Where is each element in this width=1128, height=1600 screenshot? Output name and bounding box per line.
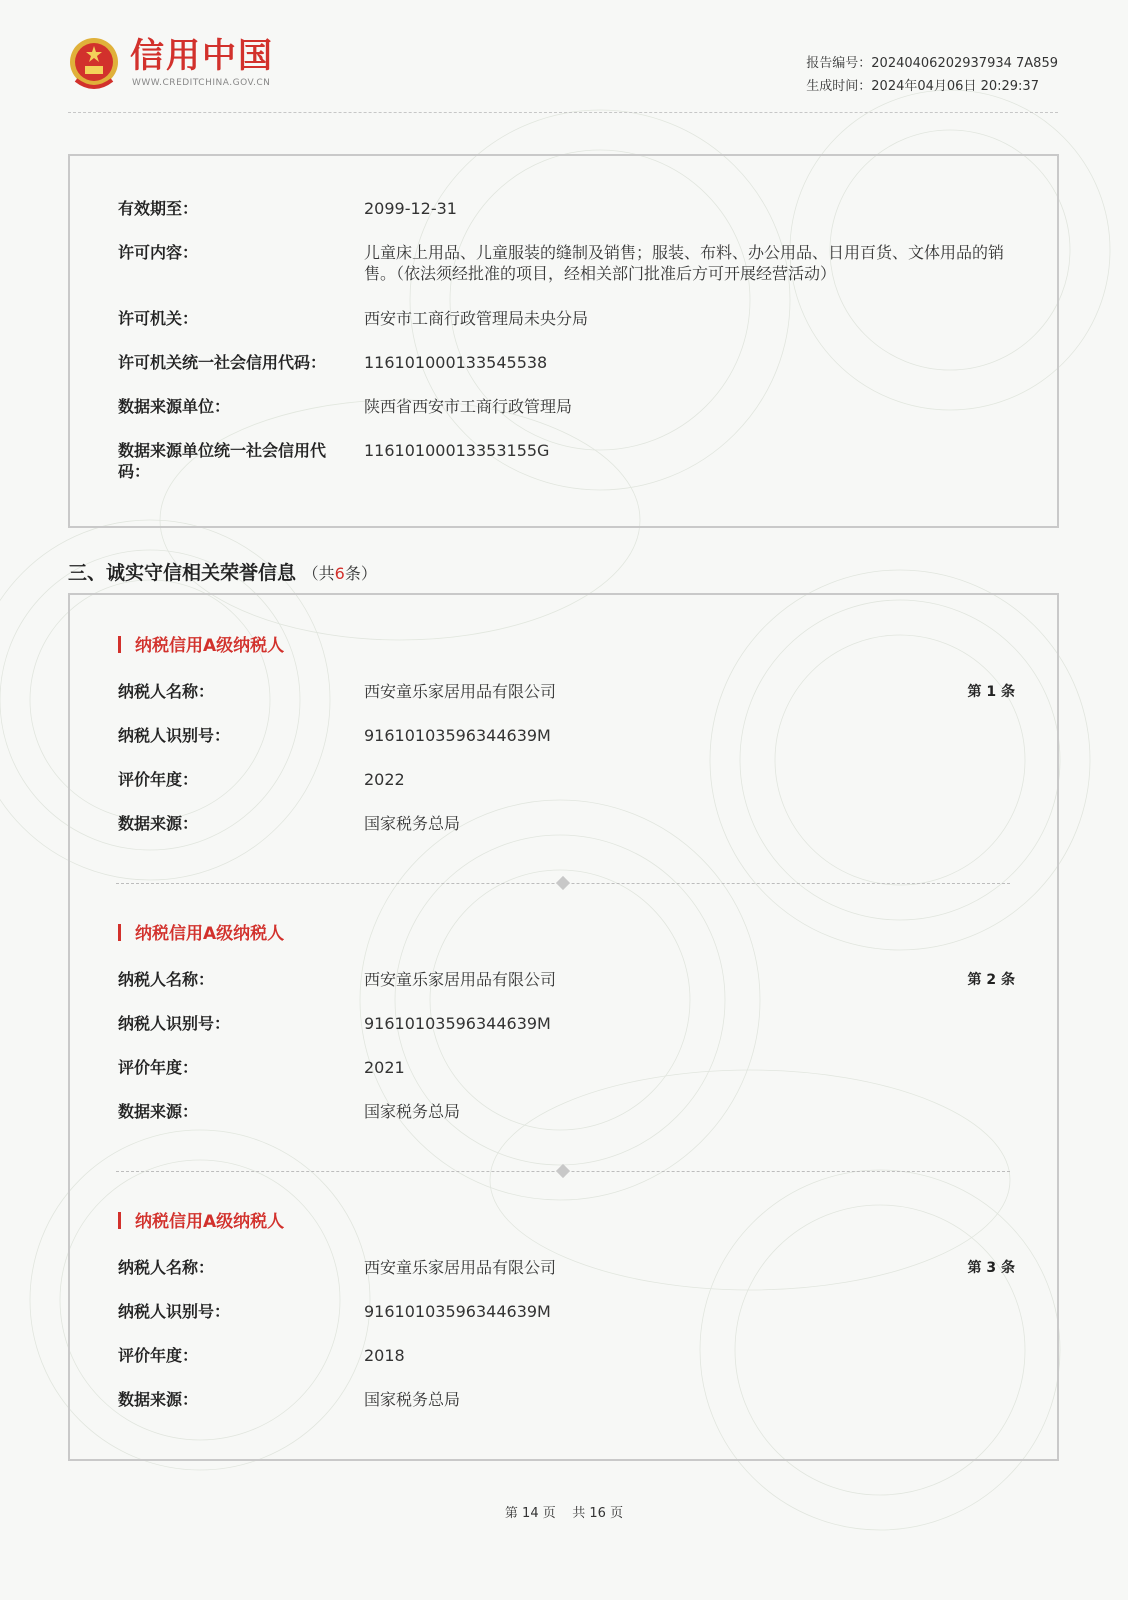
entry-index: 第 3 条 — [967, 1260, 1015, 1276]
field-value: 2099-12-31 — [364, 199, 457, 218]
field-value: 国家税务总局 — [364, 1390, 461, 1409]
section-count — [303, 564, 377, 583]
entry-index: 第 1 条 — [967, 684, 1015, 700]
field-label: 评价年度： — [118, 770, 199, 789]
count-suffix: 条） — [344, 564, 377, 583]
field-label: 数据来源单位统一社会信用代码： — [118, 441, 327, 481]
honors-info-box — [68, 593, 1059, 1461]
field-label: 许可机关统一社会信用代码： — [118, 353, 327, 372]
field-value: 国家税务总局 — [364, 1102, 461, 1121]
page-number-footer: 第 14 页 共 16 页 — [504, 1506, 624, 1521]
field-value: 2018 — [364, 1346, 405, 1365]
field-value: 儿童床上用品、儿童服装的缝制及销售；服装、布料、办公用品、日用百货、文体用品的销售。（依法须经批准的项目，经相关部门批准后方可开展经营活动） — [364, 243, 1005, 283]
field-value: 陕西省西安市工商行政管理局 — [364, 397, 573, 416]
count-prefix: （共 — [302, 564, 335, 583]
honor-entry — [70, 1207, 1057, 1487]
entry-title-text: 纳税信用A级纳税人 — [135, 924, 285, 944]
generated-time: 2024年04月06日 20:29:37 — [871, 79, 1039, 94]
report-header — [68, 34, 1058, 113]
field-value: 11610100013353155G — [364, 441, 550, 460]
field-value: 西安童乐家居用品有限公司 — [364, 682, 557, 701]
field-value: 国家税务总局 — [364, 814, 461, 833]
field-value: 91610103596344639M — [364, 726, 551, 745]
field-value: 2021 — [364, 1058, 405, 1077]
honor-entry — [70, 631, 1057, 911]
field-label: 纳税人名称： — [118, 970, 215, 989]
field-value: 91610103596344639M — [364, 1014, 551, 1033]
section-title-honors — [68, 558, 377, 585]
field-value: 西安童乐家居用品有限公司 — [364, 970, 557, 989]
field-label: 数据来源单位： — [118, 397, 231, 416]
field-label: 数据来源： — [118, 1102, 199, 1121]
field-label: 有效期至： — [118, 199, 199, 218]
field-label: 纳税人识别号： — [118, 1014, 231, 1033]
report-number: 20240406202937934 7A859 — [871, 56, 1058, 71]
site-logo-text: 信用中国 — [130, 36, 274, 76]
entry-title — [118, 919, 284, 944]
count-number: 6 — [334, 564, 345, 583]
field-value: 116101000133545538 — [364, 353, 548, 372]
field-label: 评价年度： — [118, 1058, 199, 1077]
field-value: 91610103596344639M — [364, 1302, 551, 1321]
entry-title-text: 纳税信用A级纳税人 — [135, 636, 285, 656]
title-accent-bar — [118, 636, 121, 653]
field-label: 数据来源： — [118, 814, 199, 833]
field-label: 数据来源： — [118, 1390, 199, 1409]
national-emblem-icon — [68, 36, 120, 92]
field-label: 许可内容： — [118, 243, 199, 262]
entry-title — [118, 1207, 284, 1232]
section-title-text: 三、诚实守信相关荣誉信息 — [68, 562, 297, 584]
site-url: WWW.CREDITCHINA.GOV.CN — [132, 78, 271, 88]
field-value: 2022 — [364, 770, 405, 789]
field-label: 许可机关： — [118, 309, 199, 328]
entry-index: 第 2 条 — [967, 972, 1015, 988]
field-label: 纳税人名称： — [118, 1258, 215, 1277]
title-accent-bar — [118, 924, 121, 941]
field-value: 西安市工商行政管理局未央分局 — [364, 309, 589, 328]
generated-time-label: 生成时间： — [806, 79, 872, 94]
field-label: 纳税人识别号： — [118, 726, 231, 745]
report-meta — [806, 52, 1058, 98]
entry-title-text: 纳税信用A级纳税人 — [135, 1212, 285, 1232]
entry-title — [118, 631, 284, 656]
permit-info-box — [68, 154, 1059, 528]
report-number-label: 报告编号： — [806, 56, 872, 71]
field-value: 西安童乐家居用品有限公司 — [364, 1258, 557, 1277]
field-label: 纳税人名称： — [118, 682, 215, 701]
title-accent-bar — [118, 1212, 121, 1229]
honor-entry — [70, 919, 1057, 1199]
field-label: 纳税人识别号： — [118, 1302, 231, 1321]
field-label: 评价年度： — [118, 1346, 199, 1365]
